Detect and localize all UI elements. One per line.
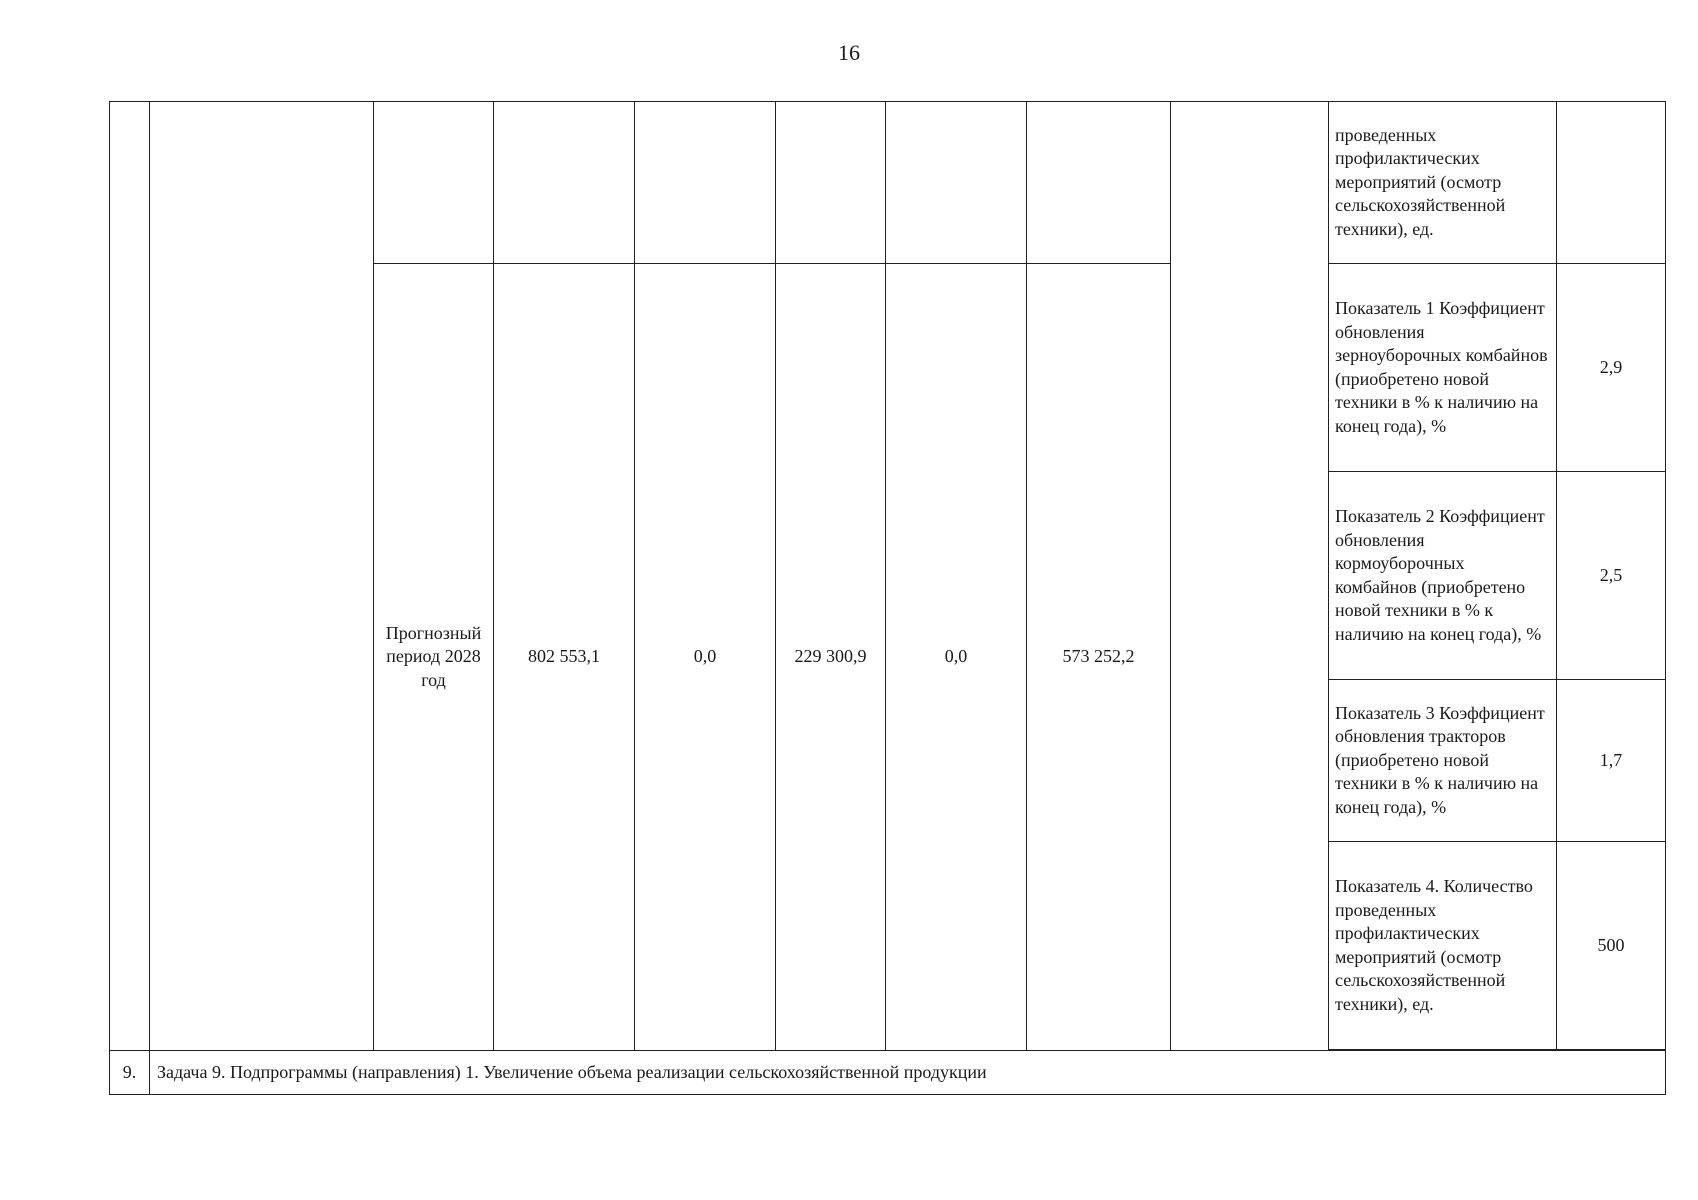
col5-cell-prev — [1027, 102, 1171, 264]
col4-cell: 0,0 — [886, 264, 1027, 1051]
col5-cell: 573 252,2 — [1027, 264, 1171, 1051]
col2-cell: 0,0 — [635, 264, 776, 1051]
indicator-1-cell: Показатель 1 Коэффициент обновления зерноуборочных комбайнов (приобретено новой техники в % к наличию на конец года), % — [1329, 264, 1557, 472]
period-cell: Прогнозный период 2028 год — [374, 264, 494, 1051]
executor-cell — [1171, 102, 1329, 1051]
col3-cell: 229 300,9 — [776, 264, 886, 1051]
indicator-3-cell: Показатель 3 Коэффициент обновления тракторов (приобретено новой техники в % к наличию на конец года), % — [1329, 680, 1557, 842]
indicator-3-value: 1,7 — [1557, 680, 1666, 842]
task-text-cell: Задача 9. Подпрограммы (направления) 1. Увеличение объема реализации сельскохозяйственной продукции — [150, 1051, 1666, 1095]
indicator-1-value: 2,9 — [1557, 264, 1666, 472]
period-cell-prev — [374, 102, 494, 264]
col2-cell-prev — [635, 102, 776, 264]
indicator-2-cell: Показатель 2 Коэффициент обновления кормоуборочных комбайнов (приобретено новой техники в % к наличию на конец года), % — [1329, 472, 1557, 680]
col4-cell-prev — [886, 102, 1027, 264]
indicator-2-value: 2,5 — [1557, 472, 1666, 680]
table-row — [110, 102, 1666, 264]
indicator-cell: проведенных профилактических мероприятий (осмотр сельскохозяйственной техники), ед. — [1329, 102, 1557, 264]
indicator-value-cell — [1557, 102, 1666, 264]
row-number-cell — [110, 102, 150, 1051]
total-cell: 802 553,1 — [494, 264, 635, 1051]
indicator-4-cell: Показатель 4. Количество проведенных профилактических мероприятий (осмотр сельскохозяйственной техники), ед. — [1329, 842, 1557, 1050]
event-name-cell — [150, 102, 374, 1051]
task-number-cell: 9. — [110, 1051, 150, 1095]
total-cell-prev — [494, 102, 635, 264]
page-number: 16 — [838, 40, 860, 65]
indicator-4-value: 500 — [1557, 842, 1666, 1050]
data-table — [109, 101, 1666, 1095]
task-row — [110, 1051, 1666, 1095]
col3-cell-prev — [776, 102, 886, 264]
